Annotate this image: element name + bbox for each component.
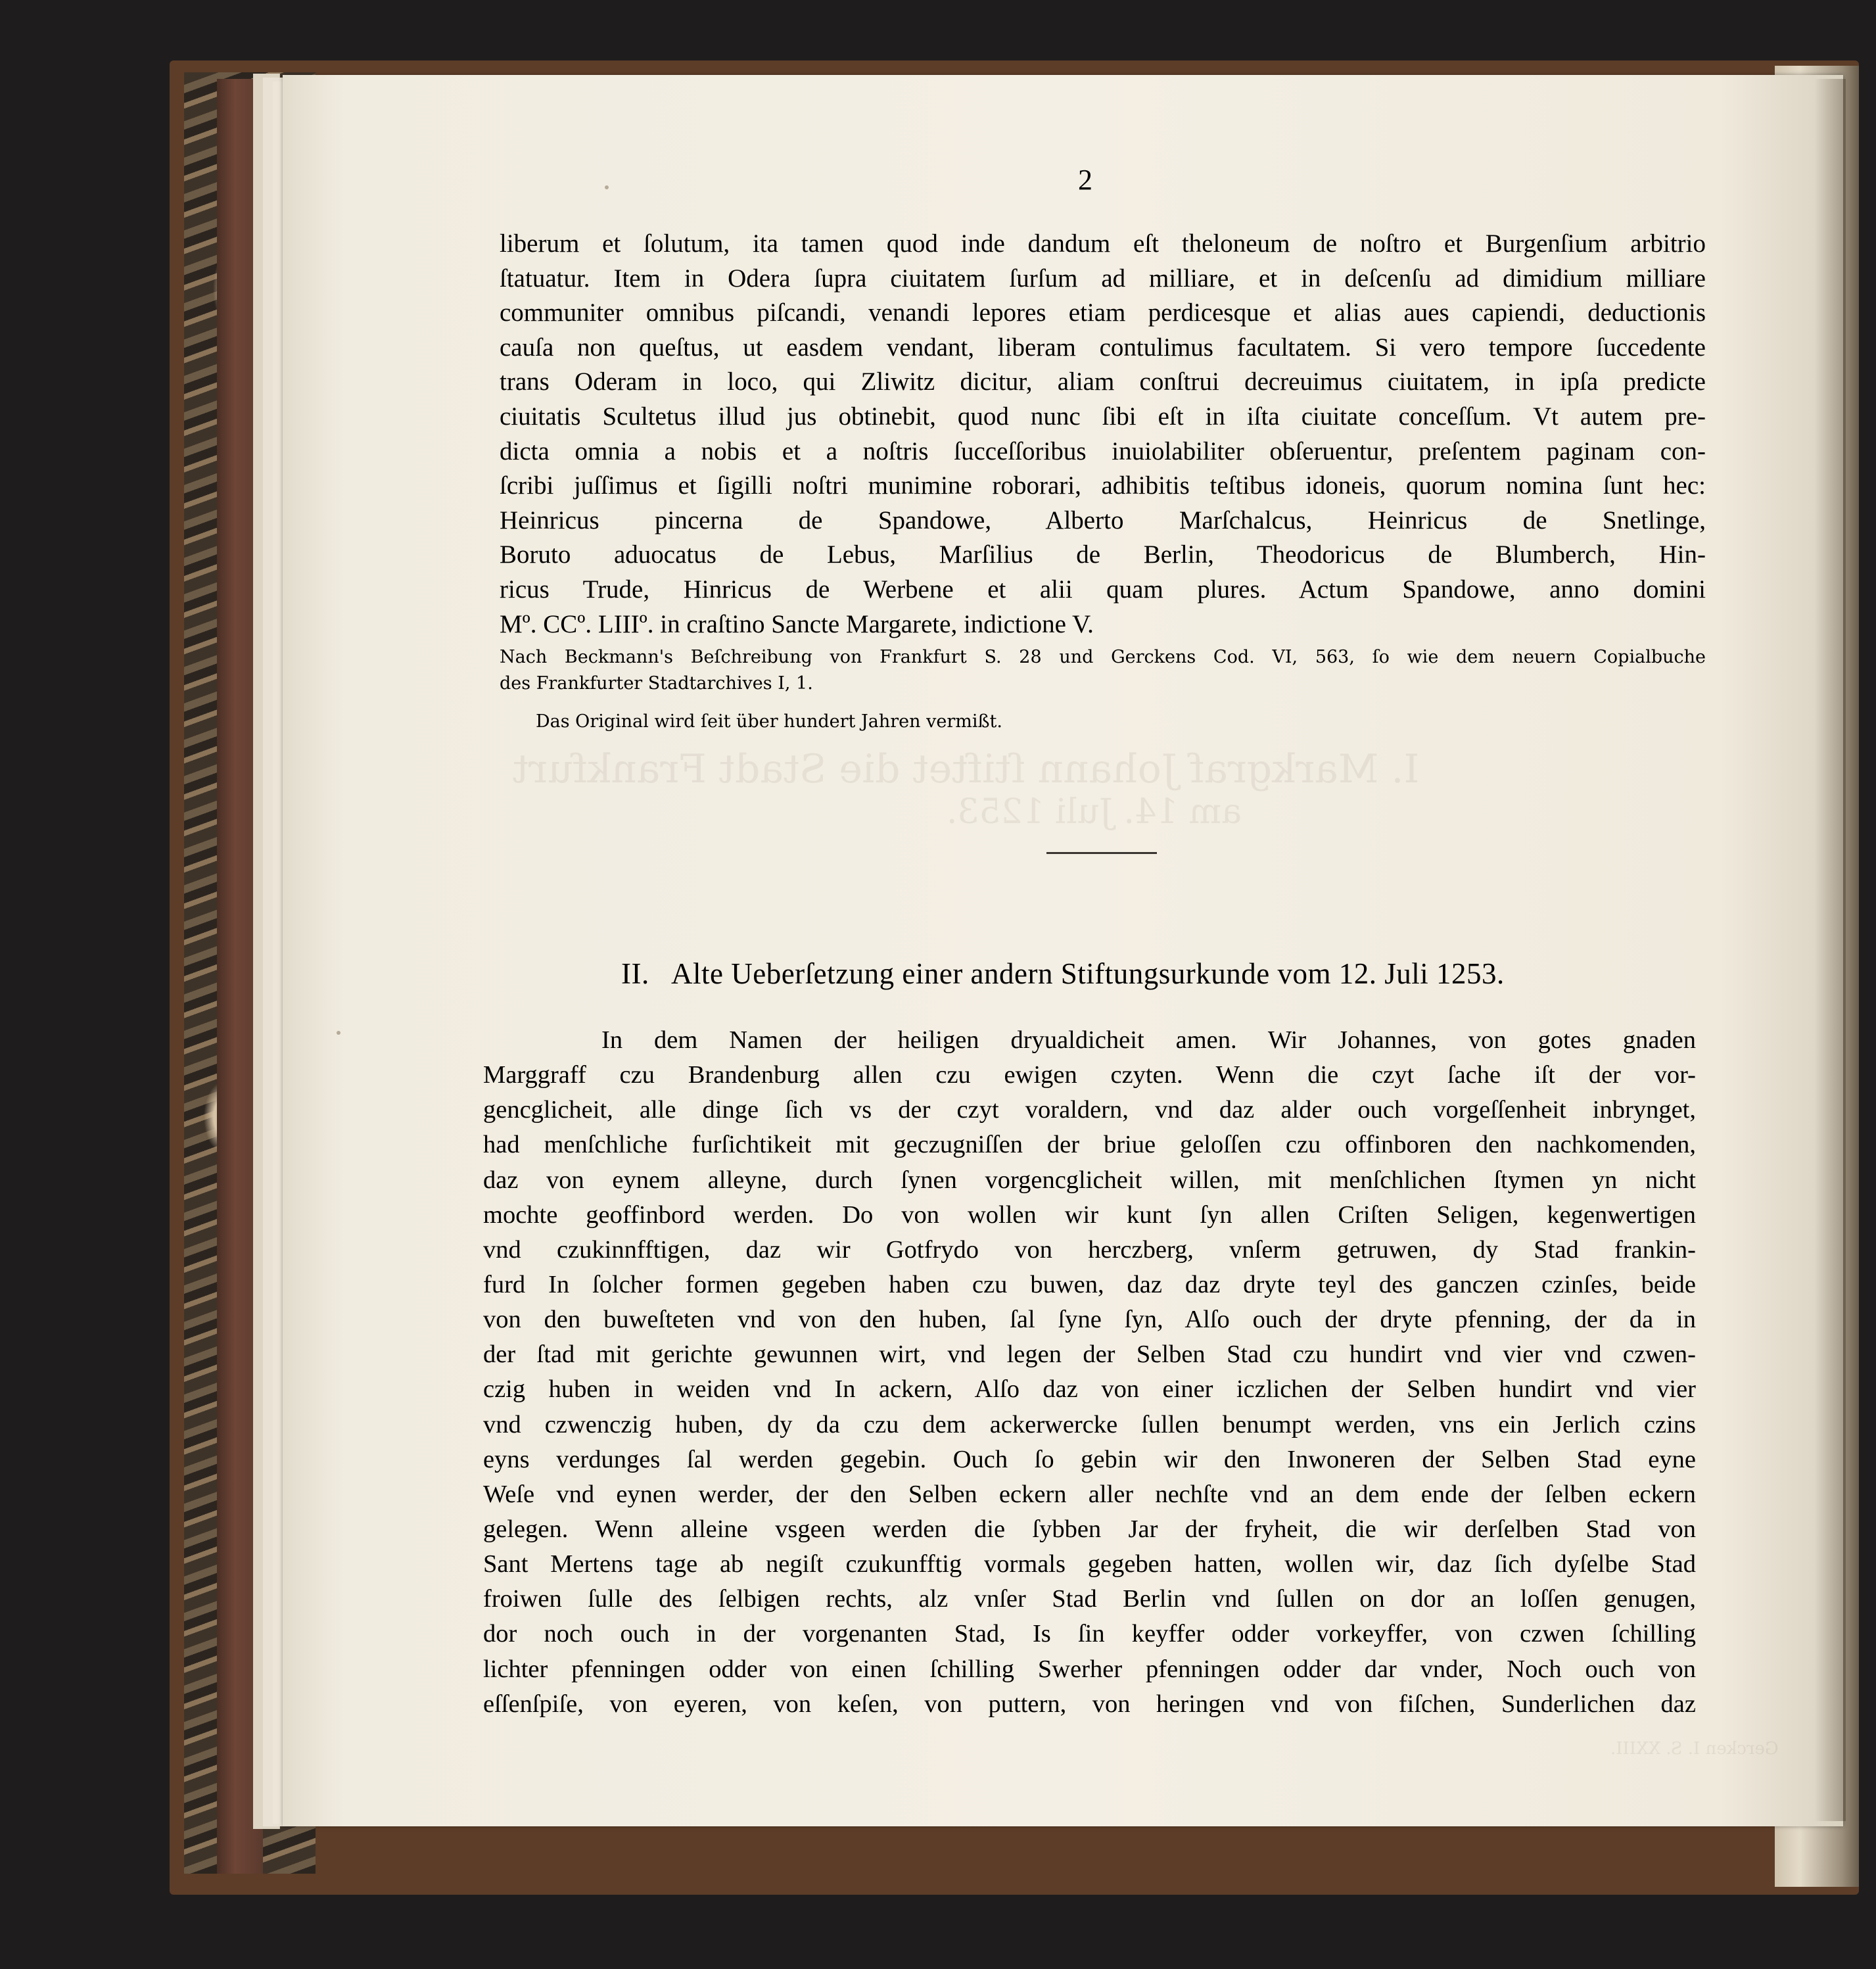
note-line: Das Original wird ſeit über hundert Jahren vermißt. — [536, 711, 1002, 732]
text-line: froiwen ſulle des ſelbigen rechts, alz vnſer Stad Berlin vnd ſullen on dor an loſſen genugen, — [483, 1585, 1696, 1613]
text-line: In dem Namen der heiligen dryualdicheit amen. Wir Johannes, von gotes gnaden — [601, 1026, 1696, 1054]
show-through-text: am 14. Juli 1253. — [947, 792, 1242, 832]
show-through-text: Gercken I. S. XXIII. — [1610, 1739, 1779, 1759]
footnotes — [500, 644, 1706, 735]
text-line: eyns verdunges ſal werden gegebin. Ouch ſo gebin wir den Inwoneren der Selben Stad eyne — [483, 1445, 1696, 1473]
text-line: daz von eynem alleyne, durch ſynen vorgencglicheit willen, mit menſchlichen ſtymen yn nicht — [483, 1166, 1696, 1194]
gutter-shadow — [1814, 79, 1846, 1821]
text-line: czig huben in weiden vnd In ackern, Alſo daz von einer iczlichen der Selben hundirt vnd vier — [483, 1375, 1696, 1404]
text-line: Heinricus pincerna de Spandowe, Alberto Marſchalcus, Heinricus de Snetlinge, — [500, 506, 1706, 534]
text-line: furd In ſolcher formen gegeben haben czu buwen, daz daz dryte teyl des ganczen czinſes, beide — [483, 1270, 1696, 1298]
note-line: des Frankfurter Stadtarchives I, 1. — [500, 673, 813, 694]
section-heading — [621, 957, 1505, 991]
page-number: 2 — [1078, 164, 1092, 196]
text-line: ſtatuatur. Item in Odera ſupra ciuitatem ſurſum ad milliare, et in deſcenſu ad dimidium milliare — [500, 264, 1706, 293]
text-line: mochte geoffinbord werden. Do von wollen wir kunt ſyn allen Criſten Seligen, kegenwertigen — [483, 1200, 1696, 1229]
text-line: Sant Mertens tage ab negiſt czukunfftig vormals gegeben hatten, wollen wir, daz ſich dyſelbe Stad — [483, 1550, 1696, 1578]
text-line: trans Oderam in loco, qui Zliwitz dicitur, aliam conſtrui decreuimus ciuitatem, in ipſa predicte — [500, 368, 1706, 396]
text-line: Marggraff czu Brandenburg allen czu ewigen czyten. Wenn die czyt ſache iſt der vor- — [483, 1061, 1696, 1089]
german-text-block — [483, 1023, 1696, 1722]
text-line: Weſe vnd eynen werder, der den Selben eckern aller nechſte vnd an dem ende der ſelben eckern — [483, 1480, 1696, 1508]
text-line: cauſa non queſtus, ut easdem vendant, liberam contulimus facultatem. Si vero tempore ſuccedente — [500, 333, 1706, 362]
text-line: Boruto aduocatus de Lebus, Marſilius de Berlin, Theodoricus de Blumberch, Hin- — [500, 540, 1706, 569]
text-line: dor noch ouch in der vorgenanten Stad, Is ſin keyffer odder vorkeyffer, von czwen ſchilling — [483, 1620, 1696, 1648]
text-line: lichter pfenningen odder von einen ſchilling Swerher pfenningen odder dar vnder, Noch ouch von — [483, 1655, 1696, 1683]
latin-text-block — [500, 227, 1706, 642]
section-number: II. — [621, 957, 649, 990]
paper-spot — [605, 185, 609, 189]
show-through-text: I. Markgraf Johann ſtiftet die Stadt Frankfurt — [513, 746, 1420, 792]
text-line: ciuitatis Scultetus illud jus obtinebit, quod nunc ſibi eſt in iſta ciuitate conceſſum. Vt autem pre- — [500, 402, 1706, 431]
text-line: von den buweſteten vnd von den huben, ſal ſyne ſyn, Alſo ouch der dryte pfenning, der da in — [483, 1306, 1696, 1334]
text-line: gelegen. Wenn alleine vsgeen werden die ſybben Jar der fryheit, die wir derſelben Stad von — [483, 1515, 1696, 1543]
text-line: liberum et ſolutum, ita tamen quod inde dandum eſt theloneum de noſtro et Burgenſium arbitrio — [500, 229, 1706, 258]
note-line: Nach Beckmann's Beſchreibung von Frankfurt S. 28 und Gerckens Cod. VI, 563, ſo wie dem neuern Copialbuche — [500, 647, 1706, 667]
text-line: ſcribi juſſimus et ſigilli noſtri munimine roborari, adhibitis teſtibus idoneis, quorum nomina ſunt hec: — [500, 471, 1706, 500]
text-line: ricus Trude, Hinricus de Werbene et alii quam plures. Actum Spandowe, anno domini — [500, 575, 1706, 604]
text-line: dicta omnia a nobis et a noſtris ſucceſſoribus inuiolabiliter obſeruentur, preſentem paginam con- — [500, 437, 1706, 465]
text-line: vnd czwenczig huben, dy da czu dem ackerwercke ſullen benumpt werden, vns ein Jerlich czins — [483, 1410, 1696, 1438]
text-line: der ſtad mit gerichte gewunnen wirt, vnd legen der Selben Stad czu hundirt vnd vier vnd czwen- — [483, 1340, 1696, 1369]
section-divider — [1046, 852, 1157, 854]
text-line: gencglicheit, alle dinge ſich vs der czyt voraldern, vnd daz alder ouch vorgeſſenheit inbrynget, — [483, 1096, 1696, 1124]
text-line: Mº. CCº. LIIIº. in craſtino Sancte Margarete, indictione V. — [500, 609, 1094, 638]
text-line: eſſenſpiſe, von eyeren, von keſen, von puttern, von heringen vnd von fiſchen, Sunderlichen daz — [483, 1690, 1696, 1718]
section-title: Alte Ueberſetzung einer andern Stiftungsurkunde vom 12. Juli 1253. — [671, 957, 1505, 990]
text-line: had menſchliche furſichtikeit mit geczugniſſen der briue geloſſen czu offinboren den nachkomenden, — [483, 1131, 1696, 1159]
paper-spot — [337, 1031, 340, 1035]
text-line: communiter omnibus piſcandi, venandi lepores etiam perdicesque et alias aues capiendi, deductionis — [500, 298, 1706, 327]
text-line: vnd czukinnfftigen, daz wir Gotfrydo von herczberg, vnſerm getruwen, dy Stad frankin- — [483, 1235, 1696, 1264]
